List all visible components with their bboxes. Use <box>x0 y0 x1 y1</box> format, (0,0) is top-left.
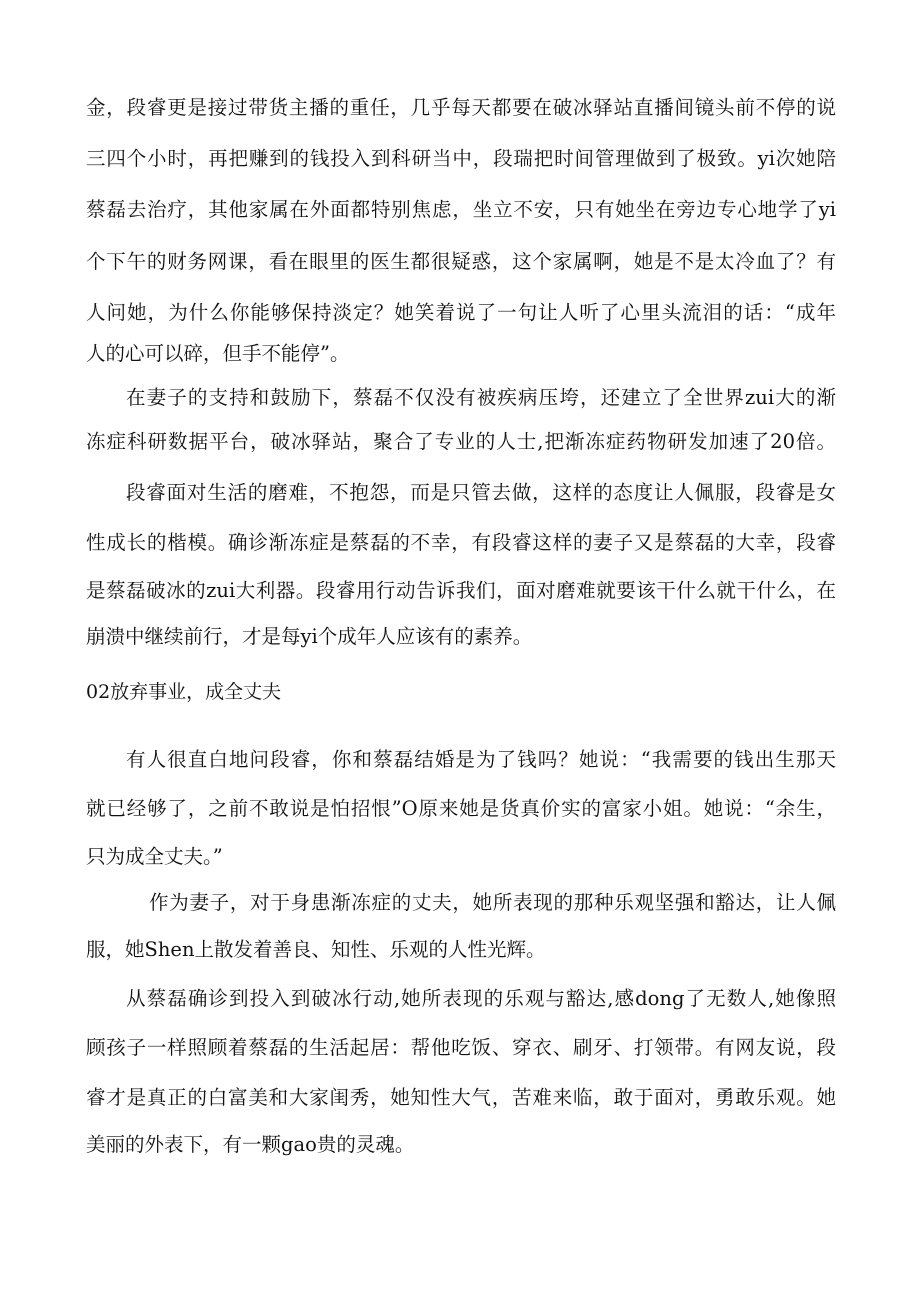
paragraph-line: 美丽的外表下，有一颗gao贵的灵魂。 <box>86 1133 415 1156</box>
paragraph-line: 服，她Shen上散发着善良、知性、乐观的人性光辉。 <box>86 938 546 961</box>
paragraph-line: 只为成全丈夫。” <box>86 845 223 868</box>
paragraph-line: 在妻子的支持和鼓励下，蔡磊不仅没有被疾病压垮，还建立了全世界zui大的渐 <box>126 386 836 409</box>
paragraph-line: 从蔡磊确诊到投入到破冰行动,她所表现的乐观与豁达,感dong了无数人,她像照 <box>126 987 836 1010</box>
paragraph-line: 顾孩子一样照顾着蔡磊的生活起居：帮他吃饭、穿衣、刷牙、打领带。有网友说，段 <box>86 1036 836 1059</box>
paragraph-line: 金，段睿更是接过带货主播的重任，几乎每天都要在破冰驿站直播间镜头前不停的说 <box>86 96 836 119</box>
paragraph-line: 崩溃中继续前行，才是每yi个成年人应该有的素养。 <box>86 625 533 648</box>
paragraph-line: 冻症科研数据平台，破冰驿站，聚合了专业的人士,把渐冻症药物研发加速了20倍。 <box>86 430 836 453</box>
paragraph-line: 三四个小时，再把赚到的钱投入到科研当中，段瑞把时间管理做到了极致。yi次她陪 <box>86 147 836 170</box>
paragraph-line: 蔡磊去治疗，其他家属在外面都特别焦虑，坐立不安，只有她坐在旁边专心地学了yi <box>86 198 836 221</box>
paragraph-line: 是蔡磊破冰的zui大利器。段睿用行动告诉我们，面对磨难就要该干什么就干什么，在 <box>86 579 836 602</box>
section-heading: 02放弃事业，成全丈夫 <box>86 681 282 703</box>
paragraph-line: 作为妻子，对于身患渐冻症的丈夫，她所表现的那种乐观坚强和豁达，让人佩 <box>149 891 836 914</box>
paragraph-line: 段睿面对生活的磨难，不抱怨，而是只管去做，这样的态度让人佩服，段睿是女 <box>126 481 836 504</box>
paragraph-line: 性成长的楷模。确诊渐冻症是蔡磊的不幸，有段睿这样的妻子又是蔡磊的大幸，段睿 <box>86 531 836 554</box>
paragraph-line: 睿才是真正的白富美和大家闺秀，她知性大气，苦难来临，敢于面对，勇敢乐观。她 <box>86 1086 836 1109</box>
paragraph-line: 就已经够了，之前不敢说是怕招恨”O原来她是货真价实的富家小姐。她说：“余生， <box>86 797 836 820</box>
paragraph-line: 有人很直白地问段睿，你和蔡磊结婚是为了钱吗？她说：“我需要的钱出生那天 <box>126 748 836 771</box>
paragraph-line: 个下午的财务网课，看在眼里的医生都很疑惑，这个家属啊，她是不是太冷血了？有 <box>86 250 836 273</box>
paragraph-line: 人问她，为什么你能够保持淡定？她笑着说了一句让人听了心里头流泪的话：“成年 <box>86 301 836 324</box>
paragraph-line: 人的心可以碎，但手不能停”。 <box>86 342 350 365</box>
